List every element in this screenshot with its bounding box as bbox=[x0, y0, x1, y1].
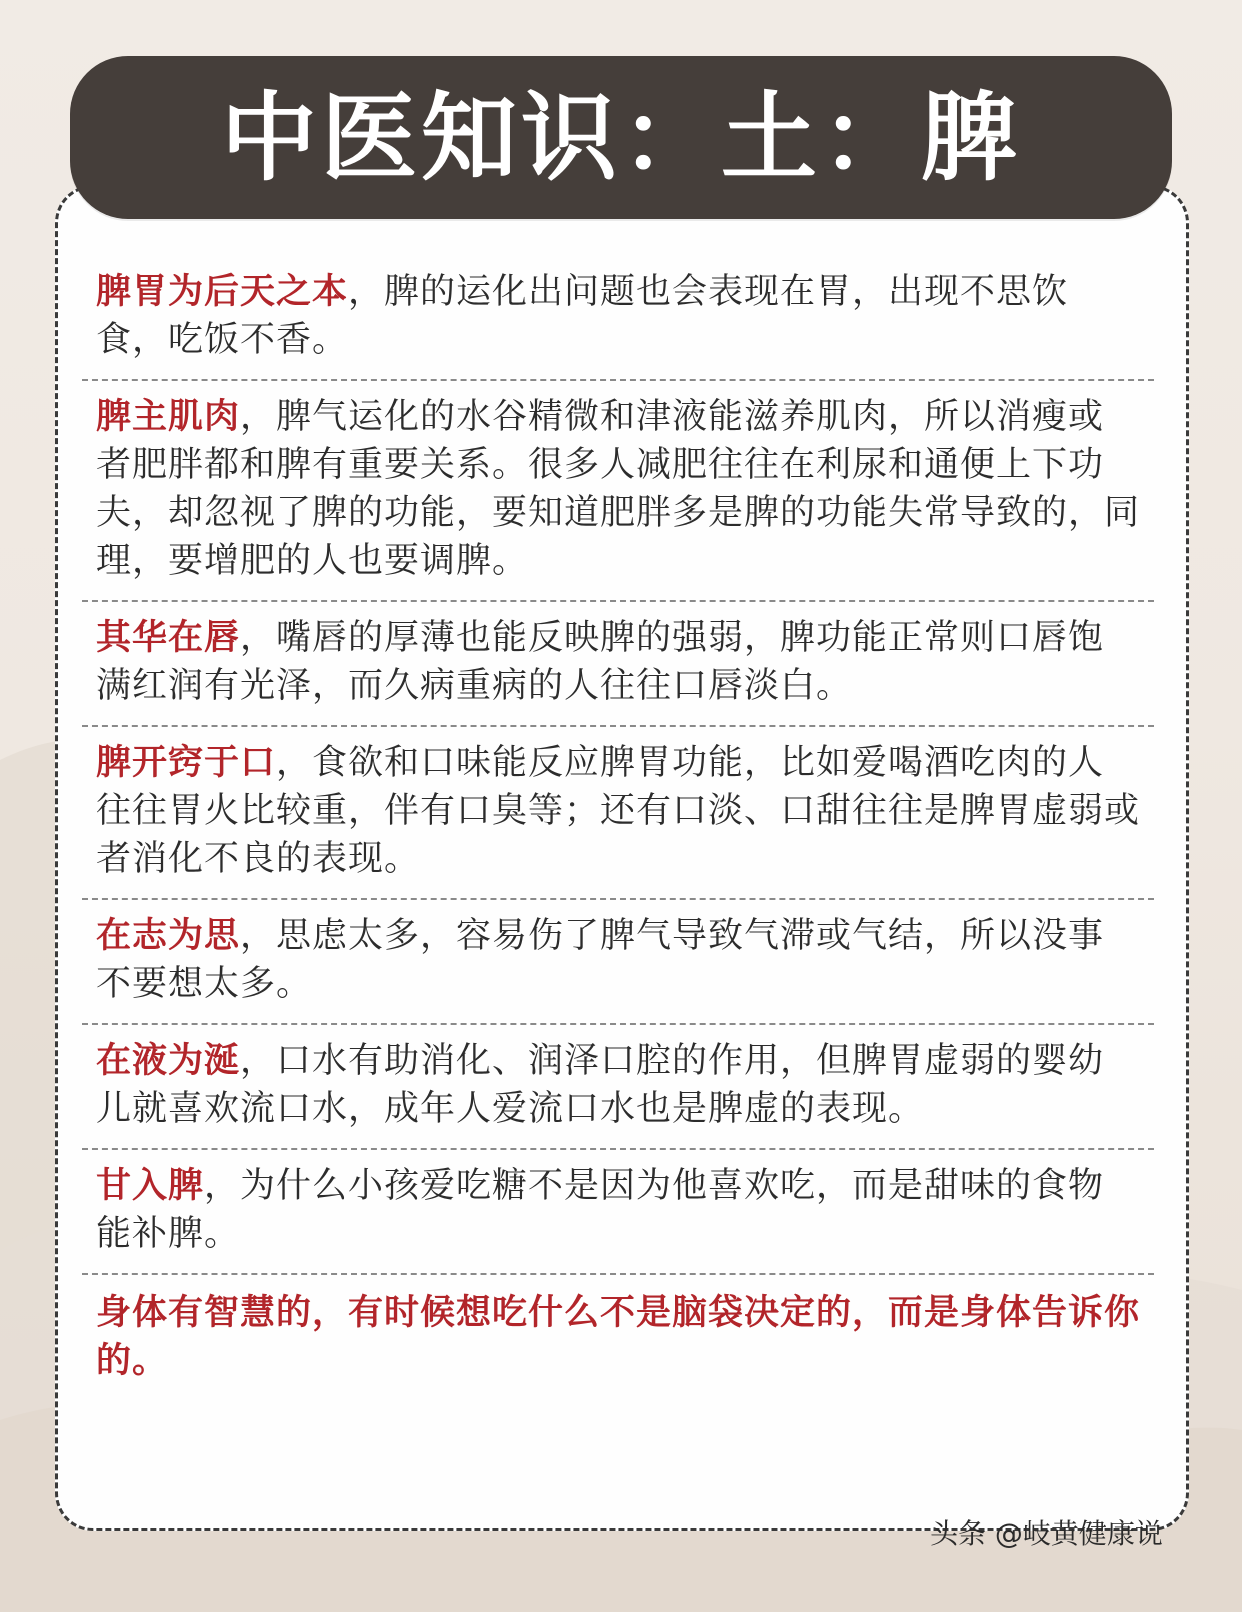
item-keyword: 脾胃为后天之本 bbox=[96, 272, 349, 312]
item-text: ，口水有助消化、润泽口腔的作用，但脾胃虚弱的婴幼儿就喜欢流口水，成年人爱流口水也是脾虚的表现。 bbox=[96, 1041, 1105, 1129]
list-item bbox=[96, 900, 1140, 1023]
content-list bbox=[96, 268, 1140, 1385]
title-banner bbox=[70, 56, 1172, 219]
list-item bbox=[96, 381, 1140, 600]
item-keyword: 甘入脾 bbox=[96, 1166, 205, 1206]
item-text: ，脾的运化出问题也会表现在胃，出现不思饮食，吃饭不香。 bbox=[96, 272, 1069, 360]
item-keyword: 其华在唇 bbox=[96, 618, 241, 658]
watermark: 头条 @岐黄健康说 bbox=[930, 1517, 1163, 1550]
list-item bbox=[96, 1150, 1140, 1273]
list-item bbox=[96, 727, 1140, 898]
item-keyword: 脾开窍于口 bbox=[96, 743, 277, 783]
item-text: ，思虑太多，容易伤了脾气导致气滞或气结，所以没事不要想太多。 bbox=[96, 916, 1105, 1004]
item-text: ，为什么小孩爱吃糖不是因为他喜欢吃，而是甜味的食物能补脾。 bbox=[96, 1166, 1105, 1254]
closing-statement: 身体有智慧的，有时候想吃什么不是脑袋决定的，而是身体告诉你的。 bbox=[96, 1293, 1141, 1381]
item-keyword: 在液为涎 bbox=[96, 1041, 241, 1081]
item-text: ，食欲和口味能反应脾胃功能，比如爱喝酒吃肉的人往往胃火比较重，伴有口臭等；还有口淡、口甜往往是脾胃虚弱或者消化不良的表现。 bbox=[96, 743, 1141, 879]
list-item bbox=[96, 1025, 1140, 1148]
item-text: ，脾气运化的水谷精微和津液能滋养肌肉，所以消瘦或者肥胖都和脾有重要关系。很多人减肥往往在利尿和通便上下功夫，却忽视了脾的功能，要知道肥胖多是脾的功能失常导致的，同理，要增肥的人也要调脾。 bbox=[96, 397, 1141, 581]
list-item bbox=[96, 602, 1140, 725]
item-keyword: 在志为思 bbox=[96, 916, 241, 956]
page-title: 中医知识：土：脾 bbox=[221, 81, 1021, 194]
item-keyword: 脾主肌肉 bbox=[96, 397, 241, 437]
item-text: ，嘴唇的厚薄也能反映脾的强弱，脾功能正常则口唇饱满红润有光泽，而久病重病的人往往口唇淡白。 bbox=[96, 618, 1105, 706]
list-item bbox=[96, 268, 1140, 379]
